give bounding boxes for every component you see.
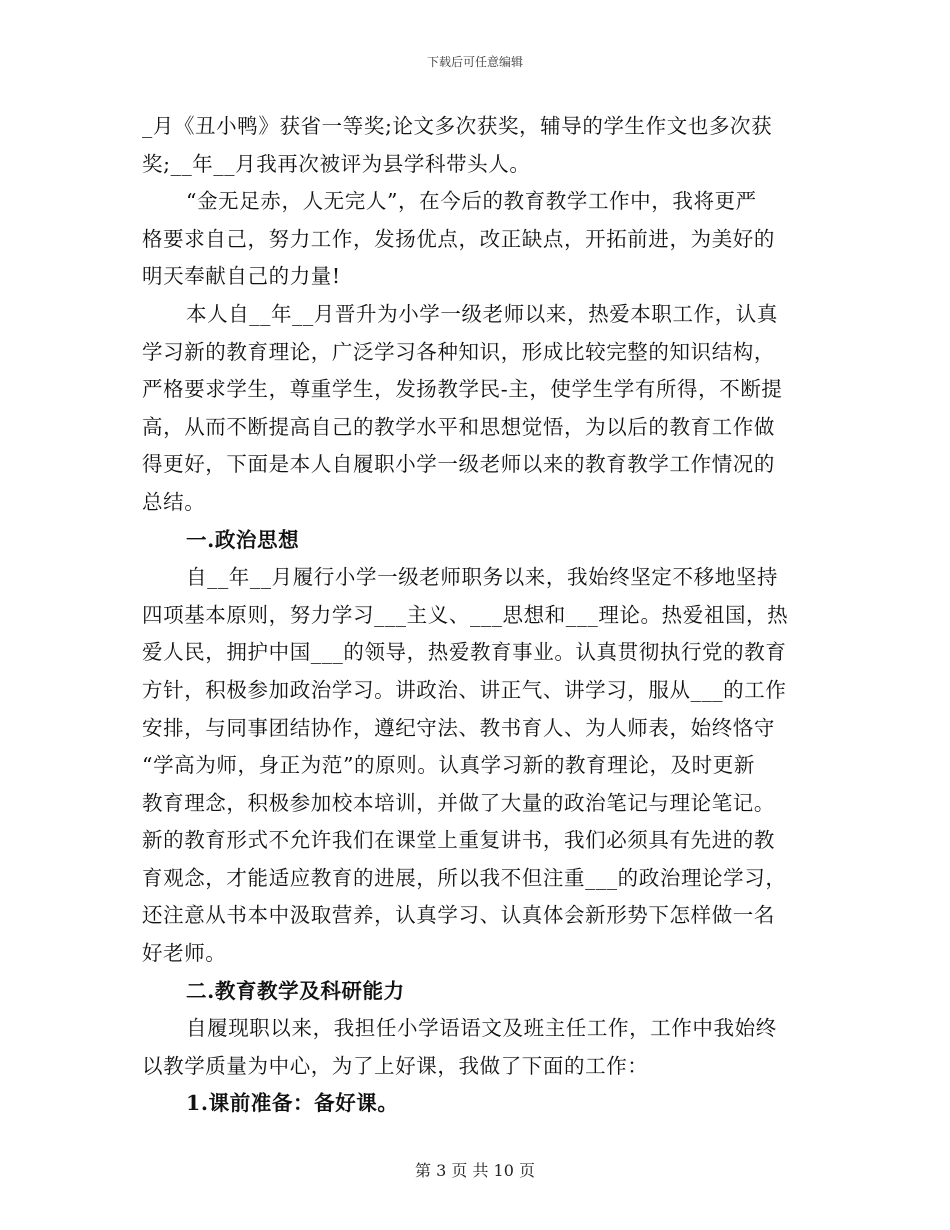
paragraph-line: 总结。 [142,489,206,514]
paragraph-line: “金无足赤，人无完人”，在今后的教育教学工作中，我将更严 [186,189,757,214]
paragraph-line: 严格要求学生，尊重学生，发扬教学民-主，使学生学有所得，不断提 [142,377,783,402]
paragraph-line: 明天奉献自己的力量! [142,264,341,289]
paragraph-line: “学高为师，身正为范”的原则。认真学习新的教育理论，及时更新 [142,753,755,778]
paragraph-line: 安排，与同事团结协作，遵纪守法、教书育人、为人师表，始终恪守 [142,715,775,740]
paragraph-line: 还注意从书本中汲取营养，认真学习、认真体会新形势下怎样做一名 [142,903,775,928]
paragraph-line: 好老师。 [142,941,227,966]
paragraph-line: _月《丑小鸭》获省一等奖;论文多次获奖，辅导的学生作文也多次获 [142,114,773,138]
subsection-heading: 1.课前准备：备好课。 [186,1091,399,1116]
paragraph-line: 奖;__年__月我再次被评为县学科带头人。 [142,151,531,176]
page-number: 第 3 页 共 10 页 [415,1161,535,1180]
paragraph-line: 格要求自己，努力工作，发扬优点，改正缺点，开拓前进，为美好的 [142,226,775,251]
page-header: 下载后可任意编辑 [426,55,523,69]
section-heading: 一.政治思想 [186,527,300,552]
section-heading: 二.教育教学及科研能力 [186,978,405,1003]
paragraph-line: 得更好，下面是本人自履职小学一级老师以来的教育教学工作情况的 [142,452,775,477]
paragraph-line: 高，从而不断提高自己的教学水平和思想觉悟，为以后的教育工作做 [142,414,775,439]
paragraph-line: 育观念，才能适应教育的进展，所以我不但注重___的政治理论学习， [142,865,787,890]
paragraph-line: 爱人民，拥护中国___的领导，热爱教育事业。认真贯彻执行党的教育 [142,640,787,665]
paragraph-line: 自履现职以来，我担任小学语语文及班主任工作，工作中我始终 [186,1016,777,1041]
document-body [142,108,810,1123]
paragraph-line: 本人自__年__月晋升为小学一级老师以来，热爱本职工作，认真 [186,301,778,326]
paragraph-line: 方针，积极参加政治学习。讲政治、讲正气、讲学习，服从___的工作 [142,677,787,702]
paragraph-line: 自__年__月履行小学一级老师职务以来，我始终坚定不移地坚持 [186,565,778,590]
paragraph-line: 四项基本原则，努力学习___主义、___思想和___理论。热爱祖国，热 [142,602,789,627]
paragraph-line: 以教学质量为中心，为了上好课，我做了下面的工作： [142,1053,649,1078]
paragraph-line: 新的教育形式不允许我们在课堂上重复讲书，我们必须具有先进的教 [142,828,775,853]
paragraph-line: 教育理念，积极参加校本培训，并做了大量的政治笔记与理论笔记。 [142,790,775,815]
paragraph-line: 学习新的教育理论，广泛学习各种知识，形成比较完整的知识结构， [142,339,775,364]
